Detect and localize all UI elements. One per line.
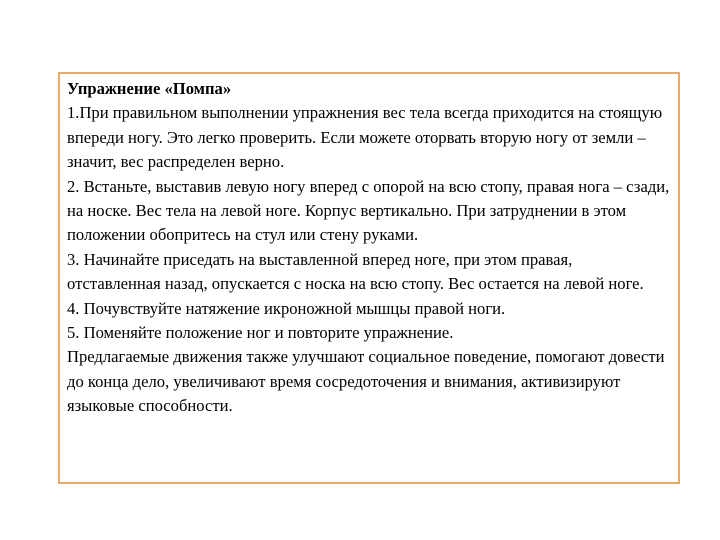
exercise-benefits: Предлагаемые движения также улучшают социальное поведение, помогают довести до конца дело, увеличивают время сосредоточения и внимания, активизируют языковые способности.: [67, 347, 665, 416]
exercise-title: Упражнение «Помпа»: [67, 79, 232, 98]
exercise-step-3: 3. Начинайте приседать на выставленной вперед ноге, при этом правая, отставленная назад, опускается с носка на всю стопу. Вес остается на левой ноге.: [67, 249, 644, 294]
exercise-text-box: [58, 72, 680, 484]
exercise-step-1: 1.При правильном выполнении упражнения вес тела всегда приходится на стоящую впереди ногу. Это легко проверить. Если можете оторвать вторую ногу от земли – значит, вес распределен верно.: [67, 103, 663, 172]
exercise-step-2: 2. Встаньте, выставив левую ногу вперед с опорой на всю стопу, правая нога – сзади, на носке. Вес тела на левой ноге. Корпус вертикально. При затруднении в этом положении обопритесь на стул или стену руками.: [67, 176, 670, 245]
exercise-step-4: 4. Почувствуйте натяжение икроножной мышцы правой ноги.: [67, 298, 506, 318]
exercise-step-5: 5. Поменяйте положение ног и повторите упражнение.: [67, 323, 454, 343]
